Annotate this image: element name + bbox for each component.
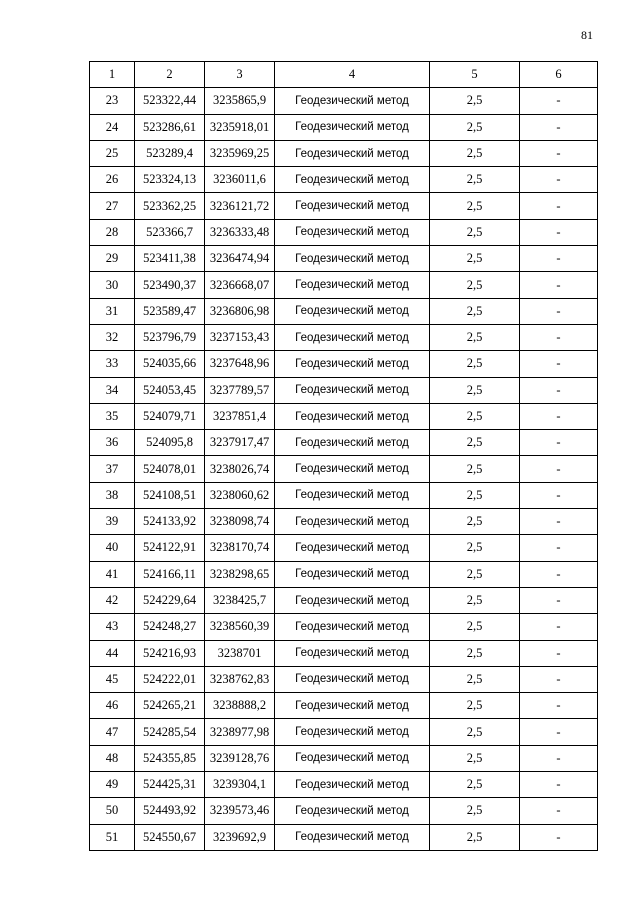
table-row — [90, 140, 598, 166]
header-col-5: 5 — [430, 62, 520, 88]
cell-method: Геодезический метод — [275, 745, 430, 771]
cell-accuracy: 2,5 — [430, 666, 520, 692]
table-row — [90, 298, 598, 324]
header-col-6: 6 — [520, 62, 598, 88]
cell-note: - — [520, 430, 598, 456]
cell-point-number: 27 — [90, 193, 135, 219]
cell-x-coordinate: 524550,67 — [135, 824, 205, 850]
cell-method: Геодезический метод — [275, 377, 430, 403]
cell-y-coordinate: 3235865,9 — [205, 88, 275, 114]
table-row — [90, 587, 598, 613]
cell-note: - — [520, 772, 598, 798]
cell-y-coordinate: 3237648,96 — [205, 351, 275, 377]
cell-accuracy: 2,5 — [430, 772, 520, 798]
cell-x-coordinate: 524216,93 — [135, 640, 205, 666]
cell-method: Геодезический метод — [275, 88, 430, 114]
cell-note: - — [520, 798, 598, 824]
cell-accuracy: 2,5 — [430, 246, 520, 272]
cell-method: Геодезический метод — [275, 535, 430, 561]
cell-point-number: 23 — [90, 88, 135, 114]
cell-method: Геодезический метод — [275, 587, 430, 613]
cell-x-coordinate: 524053,45 — [135, 377, 205, 403]
cell-y-coordinate: 3237917,47 — [205, 430, 275, 456]
cell-accuracy: 2,5 — [430, 351, 520, 377]
cell-note: - — [520, 167, 598, 193]
cell-y-coordinate: 3239128,76 — [205, 745, 275, 771]
cell-x-coordinate: 524229,64 — [135, 587, 205, 613]
cell-y-coordinate: 3238977,98 — [205, 719, 275, 745]
cell-y-coordinate: 3237789,57 — [205, 377, 275, 403]
cell-y-coordinate: 3239573,46 — [205, 798, 275, 824]
cell-y-coordinate: 3236121,72 — [205, 193, 275, 219]
cell-y-coordinate: 3238060,62 — [205, 482, 275, 508]
table-row — [90, 509, 598, 535]
cell-note: - — [520, 324, 598, 350]
cell-x-coordinate: 524035,66 — [135, 351, 205, 377]
cell-x-coordinate: 523324,13 — [135, 167, 205, 193]
cell-x-coordinate: 524095,8 — [135, 430, 205, 456]
cell-method: Геодезический метод — [275, 719, 430, 745]
table-row — [90, 351, 598, 377]
cell-x-coordinate: 524355,85 — [135, 745, 205, 771]
cell-note: - — [520, 140, 598, 166]
cell-point-number: 47 — [90, 719, 135, 745]
table-row — [90, 193, 598, 219]
cell-x-coordinate: 524166,11 — [135, 561, 205, 587]
table-row — [90, 114, 598, 140]
cell-point-number: 29 — [90, 246, 135, 272]
cell-accuracy: 2,5 — [430, 272, 520, 298]
cell-accuracy: 2,5 — [430, 693, 520, 719]
cell-accuracy: 2,5 — [430, 824, 520, 850]
cell-point-number: 26 — [90, 167, 135, 193]
cell-method: Геодезический метод — [275, 640, 430, 666]
cell-point-number: 46 — [90, 693, 135, 719]
cell-note: - — [520, 351, 598, 377]
table-row — [90, 377, 598, 403]
cell-method: Геодезический метод — [275, 456, 430, 482]
cell-method: Геодезический метод — [275, 798, 430, 824]
cell-note: - — [520, 509, 598, 535]
cell-method: Геодезический метод — [275, 693, 430, 719]
cell-method: Геодезический метод — [275, 298, 430, 324]
table-row — [90, 640, 598, 666]
cell-accuracy: 2,5 — [430, 193, 520, 219]
cell-note: - — [520, 719, 598, 745]
cell-note: - — [520, 114, 598, 140]
cell-x-coordinate: 524108,51 — [135, 482, 205, 508]
cell-method: Геодезический метод — [275, 482, 430, 508]
cell-accuracy: 2,5 — [430, 745, 520, 771]
cell-x-coordinate: 524122,91 — [135, 535, 205, 561]
cell-method: Геодезический метод — [275, 509, 430, 535]
cell-point-number: 44 — [90, 640, 135, 666]
cell-note: - — [520, 377, 598, 403]
cell-accuracy: 2,5 — [430, 167, 520, 193]
cell-note: - — [520, 693, 598, 719]
cell-note: - — [520, 561, 598, 587]
table-row — [90, 219, 598, 245]
table-row — [90, 798, 598, 824]
cell-point-number: 41 — [90, 561, 135, 587]
cell-accuracy: 2,5 — [430, 298, 520, 324]
cell-note: - — [520, 482, 598, 508]
cell-y-coordinate: 3238170,74 — [205, 535, 275, 561]
cell-method: Геодезический метод — [275, 324, 430, 350]
cell-point-number: 31 — [90, 298, 135, 324]
table-row — [90, 614, 598, 640]
cell-y-coordinate: 3238098,74 — [205, 509, 275, 535]
cell-accuracy: 2,5 — [430, 377, 520, 403]
cell-y-coordinate: 3236011,6 — [205, 167, 275, 193]
cell-method: Геодезический метод — [275, 272, 430, 298]
header-col-2: 2 — [135, 62, 205, 88]
table-row — [90, 824, 598, 850]
cell-note: - — [520, 535, 598, 561]
table-row — [90, 535, 598, 561]
cell-x-coordinate: 524222,01 — [135, 666, 205, 692]
cell-note: - — [520, 745, 598, 771]
cell-point-number: 34 — [90, 377, 135, 403]
header-col-3: 3 — [205, 62, 275, 88]
cell-note: - — [520, 88, 598, 114]
cell-method: Геодезический метод — [275, 219, 430, 245]
cell-x-coordinate: 523366,7 — [135, 219, 205, 245]
cell-y-coordinate: 3238298,65 — [205, 561, 275, 587]
cell-method: Геодезический метод — [275, 403, 430, 429]
table-row — [90, 693, 598, 719]
cell-point-number: 25 — [90, 140, 135, 166]
cell-point-number: 40 — [90, 535, 135, 561]
cell-y-coordinate: 3236668,07 — [205, 272, 275, 298]
cell-x-coordinate: 523589,47 — [135, 298, 205, 324]
cell-method: Геодезический метод — [275, 614, 430, 640]
table-row — [90, 167, 598, 193]
cell-x-coordinate: 523289,4 — [135, 140, 205, 166]
cell-x-coordinate: 523362,25 — [135, 193, 205, 219]
table-row — [90, 324, 598, 350]
table-row — [90, 745, 598, 771]
cell-x-coordinate: 524493,92 — [135, 798, 205, 824]
cell-point-number: 39 — [90, 509, 135, 535]
cell-y-coordinate: 3238701 — [205, 640, 275, 666]
coordinates-table — [89, 61, 598, 851]
cell-note: - — [520, 246, 598, 272]
table-row — [90, 272, 598, 298]
cell-accuracy: 2,5 — [430, 798, 520, 824]
cell-y-coordinate: 3238888,2 — [205, 693, 275, 719]
cell-x-coordinate: 524248,27 — [135, 614, 205, 640]
cell-x-coordinate: 523322,44 — [135, 88, 205, 114]
cell-accuracy: 2,5 — [430, 114, 520, 140]
cell-note: - — [520, 666, 598, 692]
cell-note: - — [520, 456, 598, 482]
cell-point-number: 38 — [90, 482, 135, 508]
cell-note: - — [520, 272, 598, 298]
table-row — [90, 246, 598, 272]
cell-note: - — [520, 640, 598, 666]
cell-note: - — [520, 193, 598, 219]
cell-method: Геодезический метод — [275, 666, 430, 692]
cell-point-number: 42 — [90, 587, 135, 613]
cell-accuracy: 2,5 — [430, 561, 520, 587]
table-row — [90, 456, 598, 482]
cell-method: Геодезический метод — [275, 167, 430, 193]
cell-x-coordinate: 524079,71 — [135, 403, 205, 429]
cell-note: - — [520, 824, 598, 850]
cell-y-coordinate: 3238026,74 — [205, 456, 275, 482]
header-col-4: 4 — [275, 62, 430, 88]
cell-point-number: 48 — [90, 745, 135, 771]
cell-accuracy: 2,5 — [430, 640, 520, 666]
table-row — [90, 482, 598, 508]
cell-y-coordinate: 3236806,98 — [205, 298, 275, 324]
cell-method: Геодезический метод — [275, 351, 430, 377]
cell-x-coordinate: 524133,92 — [135, 509, 205, 535]
cell-accuracy: 2,5 — [430, 88, 520, 114]
cell-point-number: 28 — [90, 219, 135, 245]
table-row — [90, 403, 598, 429]
cell-y-coordinate: 3238560,39 — [205, 614, 275, 640]
cell-y-coordinate: 3236474,94 — [205, 246, 275, 272]
cell-y-coordinate: 3239304,1 — [205, 772, 275, 798]
cell-point-number: 35 — [90, 403, 135, 429]
cell-point-number: 49 — [90, 772, 135, 798]
cell-method: Геодезический метод — [275, 824, 430, 850]
table-row — [90, 88, 598, 114]
table-header-row — [90, 62, 598, 88]
cell-accuracy: 2,5 — [430, 587, 520, 613]
cell-accuracy: 2,5 — [430, 535, 520, 561]
cell-y-coordinate: 3237851,4 — [205, 403, 275, 429]
cell-accuracy: 2,5 — [430, 324, 520, 350]
cell-accuracy: 2,5 — [430, 456, 520, 482]
cell-method: Геодезический метод — [275, 140, 430, 166]
cell-accuracy: 2,5 — [430, 430, 520, 456]
cell-method: Геодезический метод — [275, 430, 430, 456]
table-row — [90, 561, 598, 587]
table-row — [90, 430, 598, 456]
cell-accuracy: 2,5 — [430, 482, 520, 508]
cell-point-number: 45 — [90, 666, 135, 692]
table-row — [90, 666, 598, 692]
table-row — [90, 719, 598, 745]
cell-note: - — [520, 219, 598, 245]
cell-y-coordinate: 3238425,7 — [205, 587, 275, 613]
cell-x-coordinate: 524285,54 — [135, 719, 205, 745]
cell-x-coordinate: 523411,38 — [135, 246, 205, 272]
cell-point-number: 32 — [90, 324, 135, 350]
cell-x-coordinate: 524425,31 — [135, 772, 205, 798]
cell-point-number: 24 — [90, 114, 135, 140]
cell-accuracy: 2,5 — [430, 140, 520, 166]
cell-note: - — [520, 587, 598, 613]
table-body — [90, 88, 598, 851]
cell-y-coordinate: 3235969,25 — [205, 140, 275, 166]
cell-point-number: 33 — [90, 351, 135, 377]
cell-point-number: 50 — [90, 798, 135, 824]
cell-x-coordinate: 523490,37 — [135, 272, 205, 298]
table-row — [90, 772, 598, 798]
cell-point-number: 30 — [90, 272, 135, 298]
cell-method: Геодезический метод — [275, 246, 430, 272]
cell-point-number: 37 — [90, 456, 135, 482]
cell-point-number: 43 — [90, 614, 135, 640]
cell-y-coordinate: 3237153,43 — [205, 324, 275, 350]
cell-note: - — [520, 614, 598, 640]
cell-y-coordinate: 3238762,83 — [205, 666, 275, 692]
cell-y-coordinate: 3236333,48 — [205, 219, 275, 245]
cell-accuracy: 2,5 — [430, 509, 520, 535]
page-number: 81 — [581, 28, 593, 42]
cell-method: Геодезический метод — [275, 114, 430, 140]
cell-x-coordinate: 523796,79 — [135, 324, 205, 350]
cell-method: Геодезический метод — [275, 561, 430, 587]
cell-x-coordinate: 524078,01 — [135, 456, 205, 482]
cell-method: Геодезический метод — [275, 193, 430, 219]
cell-accuracy: 2,5 — [430, 403, 520, 429]
cell-method: Геодезический метод — [275, 772, 430, 798]
cell-accuracy: 2,5 — [430, 219, 520, 245]
cell-note: - — [520, 298, 598, 324]
cell-accuracy: 2,5 — [430, 719, 520, 745]
cell-accuracy: 2,5 — [430, 614, 520, 640]
cell-point-number: 36 — [90, 430, 135, 456]
cell-y-coordinate: 3239692,9 — [205, 824, 275, 850]
cell-x-coordinate: 523286,61 — [135, 114, 205, 140]
cell-point-number: 51 — [90, 824, 135, 850]
cell-y-coordinate: 3235918,01 — [205, 114, 275, 140]
cell-note: - — [520, 403, 598, 429]
cell-x-coordinate: 524265,21 — [135, 693, 205, 719]
header-col-1: 1 — [90, 62, 135, 88]
